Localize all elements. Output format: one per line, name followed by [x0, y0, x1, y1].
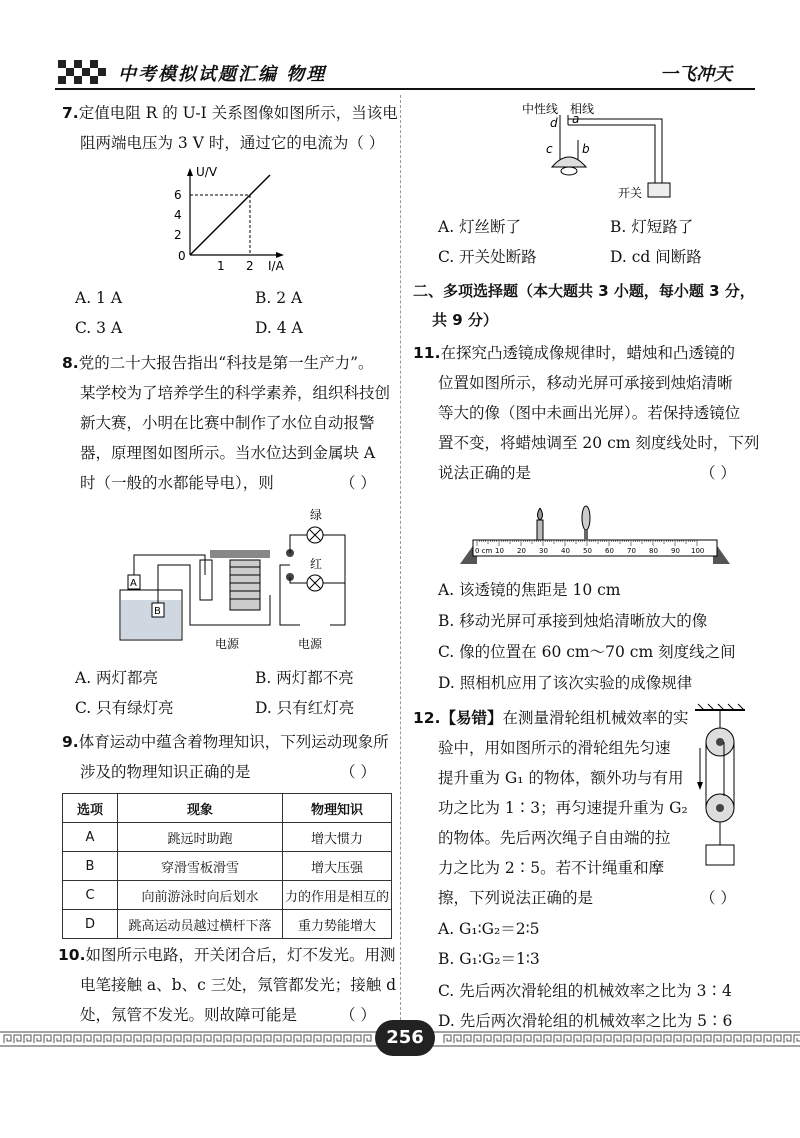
- footer-meander: [744, 1035, 751, 1043]
- footer-meander: [564, 1035, 571, 1043]
- q12-line-4: 功之比为 1∶3；再匀速提升重为 G₂: [438, 799, 688, 817]
- footer-meander: [204, 1035, 211, 1043]
- footer-meander: [144, 1035, 151, 1043]
- q7-text-1: 定值电阻 R 的 U-I 关系图像如图所示，当该电: [78, 104, 398, 122]
- q10-option-d: D. cd 间断路: [610, 248, 702, 266]
- table-row: [63, 881, 392, 910]
- q7-ytick-6: 6: [174, 188, 182, 202]
- footer-meander: [44, 1035, 51, 1043]
- q10-answer-paren: （ ）: [340, 1006, 376, 1024]
- q8-power-2: 电源: [298, 637, 323, 651]
- header-title: 中考模拟试题汇编 物理: [118, 64, 327, 85]
- q12-pulley-figure: [690, 700, 750, 870]
- table-row: [63, 823, 392, 852]
- footer-meander: [594, 1035, 601, 1043]
- q11-line-1: [413, 338, 735, 368]
- q9-cell: 跳高运动员越过横杆下落: [118, 910, 283, 939]
- q12-option-c: C. 先后两次滑轮组的机械效率之比为 3∶4: [438, 982, 732, 1000]
- q9-cell: D: [63, 910, 118, 939]
- header-divider: [55, 88, 755, 90]
- q8-option-c: C. 只有绿灯亮: [75, 699, 174, 717]
- header-brand: 一飞冲天: [660, 64, 732, 85]
- q7-ui-graph: [160, 160, 300, 280]
- q11-tick-90: 90: [671, 547, 680, 555]
- section-2-title-1: 二、多项选择题（本大题共 3 小题，每小题 3 分，: [413, 282, 755, 300]
- q10-neutral-label: 中性线: [522, 102, 559, 116]
- q7-option-a: A. 1 A: [75, 289, 123, 307]
- q12-line-7: 擦，下列说法正确的是: [438, 889, 594, 907]
- q11-tick-40: 40: [561, 547, 570, 555]
- footer-meander: [704, 1035, 711, 1043]
- q7-line: [190, 175, 270, 255]
- q8-number: 8.: [62, 354, 79, 372]
- q9-cell: B: [63, 852, 118, 881]
- footer-meander: [614, 1035, 621, 1043]
- q8-option-d: D. 只有红灯亮: [255, 699, 355, 717]
- q8-circuit-figure: [110, 505, 360, 655]
- q11-tick-20: 20: [517, 547, 526, 555]
- footer-meander: [494, 1035, 501, 1043]
- q7-option-c: C. 3 A: [75, 319, 123, 337]
- footer-meander: [114, 1035, 121, 1043]
- footer-meander: [794, 1035, 800, 1043]
- q9-cell: 增大压强: [283, 852, 392, 881]
- q10-switch-label: 开关: [618, 186, 643, 200]
- q11-tick-0: 0 cm: [475, 547, 493, 555]
- q7-y-arrow: [187, 168, 193, 176]
- q12-option-d: D. 先后两次滑轮组的机械效率之比为 5∶6: [438, 1012, 733, 1030]
- footer-meander: [544, 1035, 551, 1043]
- q7-ytick-4: 4: [174, 208, 182, 222]
- q9-number: 9.: [62, 733, 79, 751]
- q8-label-b: B: [154, 606, 161, 617]
- q12-weight: [706, 845, 734, 865]
- q12-option-b: B. G₁∶G₂＝1∶3: [438, 950, 540, 968]
- footer-meander: [4, 1035, 11, 1043]
- footer-meander: [64, 1035, 71, 1043]
- footer-meander: [84, 1035, 91, 1043]
- footer-meander: [284, 1035, 291, 1043]
- footer-meander: [684, 1035, 691, 1043]
- q11-number: 11.: [413, 344, 441, 362]
- footer-meander: [634, 1035, 641, 1043]
- q7-xtick-2: 2: [246, 259, 254, 273]
- q11-option-c: C. 像的位置在 60 cm～70 cm 刻度线之间: [438, 643, 736, 661]
- q8-green-label: 绿: [310, 508, 323, 522]
- q8-power-1: 电源: [215, 637, 240, 651]
- q9-cell: 力的作用是相互的: [283, 881, 392, 910]
- q9-cell: 向前游泳时向后划水: [118, 881, 283, 910]
- q11-tick-50: 50: [583, 547, 592, 555]
- q10-line-1: [58, 940, 395, 970]
- q11-option-a: A. 该透镜的焦距是 10 cm: [438, 581, 621, 599]
- footer-meander: [344, 1035, 351, 1043]
- q8-text-1: 党的二十大报告指出“科技是第一生产力”。: [78, 354, 374, 372]
- q8-line-4: 器，原理图如图所示。当水位达到金属块 A: [80, 444, 376, 462]
- q10-option-b: B. 灯短路了: [610, 218, 694, 236]
- footer-meander: [754, 1035, 761, 1043]
- q8-armature: [210, 550, 270, 558]
- footer-meander: [784, 1035, 791, 1043]
- q11-ruler: [473, 540, 717, 556]
- q11-candle: [537, 520, 543, 540]
- footer-meander: [624, 1035, 631, 1043]
- q12-option-a: A. G₁∶G₂＝2∶5: [438, 920, 540, 938]
- footer-meander: [254, 1035, 261, 1043]
- q10-line-2: 电笔接触 a、b、c 三处，氖管都发光；接触 d: [80, 976, 397, 994]
- q10-point-d: d: [550, 116, 558, 130]
- q7-line-2: 阻两端电压为 3 V 时，通过它的电流为（ ）: [80, 134, 385, 152]
- q11-line-5: 说法正确的是: [438, 464, 532, 482]
- q8-water: [121, 600, 181, 639]
- q10-point-b: b: [582, 142, 590, 156]
- footer-meander: [324, 1035, 331, 1043]
- q8-option-a: A. 两灯都亮: [75, 669, 159, 687]
- footer-meander: [674, 1035, 681, 1043]
- footer-meander: [54, 1035, 61, 1043]
- q11-flame: [538, 508, 543, 520]
- footer-meander: [294, 1035, 301, 1043]
- footer-meander: [164, 1035, 171, 1043]
- q10-line-3: 处，氖管不发光。则故障可能是: [80, 1006, 298, 1024]
- footer-meander: [654, 1035, 661, 1043]
- q9-text-1: 体育运动中蕴含着物理知识，下列运动现象所: [78, 733, 389, 751]
- q11-lens-holder: [584, 530, 588, 540]
- q9-cell: 增大惯力: [283, 823, 392, 852]
- q7-x-arrow: [276, 252, 284, 258]
- footer-meander: [504, 1035, 511, 1043]
- footer-meander: [314, 1035, 321, 1043]
- footer-meander: [774, 1035, 781, 1043]
- q11-option-b: B. 移动光屏可承接到烛焰清晰放大的像: [438, 612, 708, 630]
- q7-number: 7.: [62, 104, 79, 122]
- footer-meander: [124, 1035, 131, 1043]
- q7-origin: 0: [178, 249, 186, 263]
- q8-label-a: A: [130, 578, 137, 589]
- q11-tick-60: 60: [605, 547, 614, 555]
- q9-answer-paren: （ ）: [340, 763, 376, 781]
- footer-meander: [304, 1035, 311, 1043]
- q10-option-c: C. 开关处断路: [438, 248, 537, 266]
- q7-ylabel: U/V: [196, 165, 218, 179]
- q10-number: 10.: [58, 946, 86, 964]
- q7-option-d: D. 4 A: [255, 319, 303, 337]
- footer-meander: [714, 1035, 721, 1043]
- header-checker-logo: [58, 60, 110, 86]
- q11-line-3: 等大的像（图中未画出光屏）。若保持透镜位: [438, 404, 741, 422]
- q11-line-4: 置不变，将蜡烛调至 20 cm 刻度线处时，下列: [438, 434, 760, 452]
- footer-meander: [534, 1035, 541, 1043]
- q10-circuit-figure: [510, 95, 690, 210]
- q9-table-header: [63, 794, 392, 823]
- footer-meander: [244, 1035, 251, 1043]
- q7-xtick-1: 1: [217, 259, 225, 273]
- q11-tick-100: 100: [691, 547, 705, 555]
- footer-meander: [574, 1035, 581, 1043]
- q8-line-1: [62, 348, 374, 378]
- q8-spring: [200, 560, 212, 600]
- footer-meander: [474, 1035, 481, 1043]
- q12-line-1: [413, 703, 689, 733]
- footer-meander: [364, 1035, 371, 1043]
- q7-option-b: B. 2 A: [255, 289, 303, 307]
- q12-arrow: [697, 782, 703, 790]
- footer-meander: [694, 1035, 701, 1043]
- footer-meander: [24, 1035, 31, 1043]
- q8-red-label: 红: [310, 557, 323, 571]
- footer-meander: [644, 1035, 651, 1043]
- footer-meander: [334, 1035, 341, 1043]
- footer-meander: [764, 1035, 771, 1043]
- footer-meander: [524, 1035, 531, 1043]
- q9-cell: 跳远时助跑: [118, 823, 283, 852]
- q8-line-3: 新大赛，小明在比赛中制作了水位自动报警: [80, 414, 375, 432]
- footer-meander: [274, 1035, 281, 1043]
- footer-meander: [174, 1035, 181, 1043]
- q9-cell: 重力势能增大: [283, 910, 392, 939]
- q8-answer-paren: （ ）: [340, 474, 376, 492]
- section-2-title-2: 共 9 分）: [432, 311, 498, 329]
- q11-bench-figure: [455, 498, 735, 568]
- footer-meander: [724, 1035, 731, 1043]
- column-divider: [400, 95, 401, 1030]
- footer-meander: [584, 1035, 591, 1043]
- q7-line-1: [62, 98, 398, 128]
- page-number: 256: [375, 1020, 435, 1056]
- footer-meander: [74, 1035, 81, 1043]
- footer-meander: [514, 1035, 521, 1043]
- footer-meander: [234, 1035, 241, 1043]
- footer-meander: [14, 1035, 21, 1043]
- footer-meander: [224, 1035, 231, 1043]
- footer-meander: [664, 1035, 671, 1043]
- q9-cell: 穿滑雪板滑雪: [118, 852, 283, 881]
- q9-cell: A: [63, 823, 118, 852]
- footer-meander: [154, 1035, 161, 1043]
- q12-text-1: 在测量滑轮组机械效率的实: [502, 709, 689, 727]
- q9-th-knowledge: 物理知识: [283, 794, 392, 823]
- q11-line-2: 位置如图所示，移动光屏可承接到烛焰清晰: [438, 374, 733, 392]
- table-row: [63, 910, 392, 939]
- q8-line-5: 时（一般的水都能导电），则: [80, 474, 274, 492]
- footer-meander: [184, 1035, 191, 1043]
- q11-tick-30: 30: [539, 547, 548, 555]
- q10-lamp: [552, 157, 586, 167]
- footer-meander: [444, 1035, 451, 1043]
- q9-th-option: 选项: [63, 794, 118, 823]
- q11-option-d: D. 照相机应用了该次实验的成像规律: [438, 674, 693, 692]
- footer-meander: [484, 1035, 491, 1043]
- q10-switch: [648, 183, 670, 197]
- q10-point-a: a: [572, 112, 580, 126]
- footer-meander: [734, 1035, 741, 1043]
- q10-text-1: 如图所示电路，开关闭合后，灯不发光。用测: [85, 946, 396, 964]
- q9-table: [62, 793, 392, 939]
- footer-meander: [134, 1035, 141, 1043]
- q10-point-c: c: [546, 142, 553, 156]
- q10-option-a: A. 灯丝断了: [438, 218, 522, 236]
- q9-line-2: 涉及的物理知识正确的是: [80, 763, 251, 781]
- q8-option-b: B. 两灯都不亮: [255, 669, 354, 687]
- q9-line-1: [62, 727, 389, 757]
- q11-tick-70: 70: [627, 547, 636, 555]
- q11-answer-paren: （ ）: [700, 464, 736, 482]
- q9-cell: C: [63, 881, 118, 910]
- q12-number: 12.: [413, 709, 441, 727]
- table-row: [63, 852, 392, 881]
- q12-answer-paren: （ ）: [700, 889, 736, 907]
- q11-lens: [582, 506, 590, 530]
- q8-line-2: 某学校为了培养学生的科学素养，组织科技创: [80, 384, 391, 402]
- q12-line-3: 提升重为 G₁ 的物体，额外功与有用: [438, 769, 684, 787]
- footer-meander: [214, 1035, 221, 1043]
- q12-line-5: 的物体。先后两次绳子自由端的拉: [438, 829, 671, 847]
- q9-th-phenomenon: 现象: [118, 794, 283, 823]
- footer-meander: [464, 1035, 471, 1043]
- footer-meander: [194, 1035, 201, 1043]
- footer-meander: [94, 1035, 101, 1043]
- q12-line-6: 力之比为 2∶5。若不计绳重和摩: [438, 859, 665, 877]
- footer-meander: [264, 1035, 271, 1043]
- footer-meander: [454, 1035, 461, 1043]
- footer-meander: [354, 1035, 361, 1043]
- q11-text-1: 在探究凸透镜成像规律时，蜡烛和凸透镜的: [440, 344, 735, 362]
- q12-tag: 【易错】: [440, 709, 503, 727]
- footer-meander: [104, 1035, 111, 1043]
- q12-line-2: 验中，用如图所示的滑轮组先匀速: [438, 739, 671, 757]
- footer-meander: [554, 1035, 561, 1043]
- q10-live-label: 相线: [570, 102, 595, 116]
- footer-meander: [604, 1035, 611, 1043]
- q11-tick-10: 10: [495, 547, 504, 555]
- q11-tick-80: 80: [649, 547, 658, 555]
- footer-meander: [34, 1035, 41, 1043]
- q7-ytick-2: 2: [174, 228, 182, 242]
- q7-xlabel: I/A: [268, 259, 284, 273]
